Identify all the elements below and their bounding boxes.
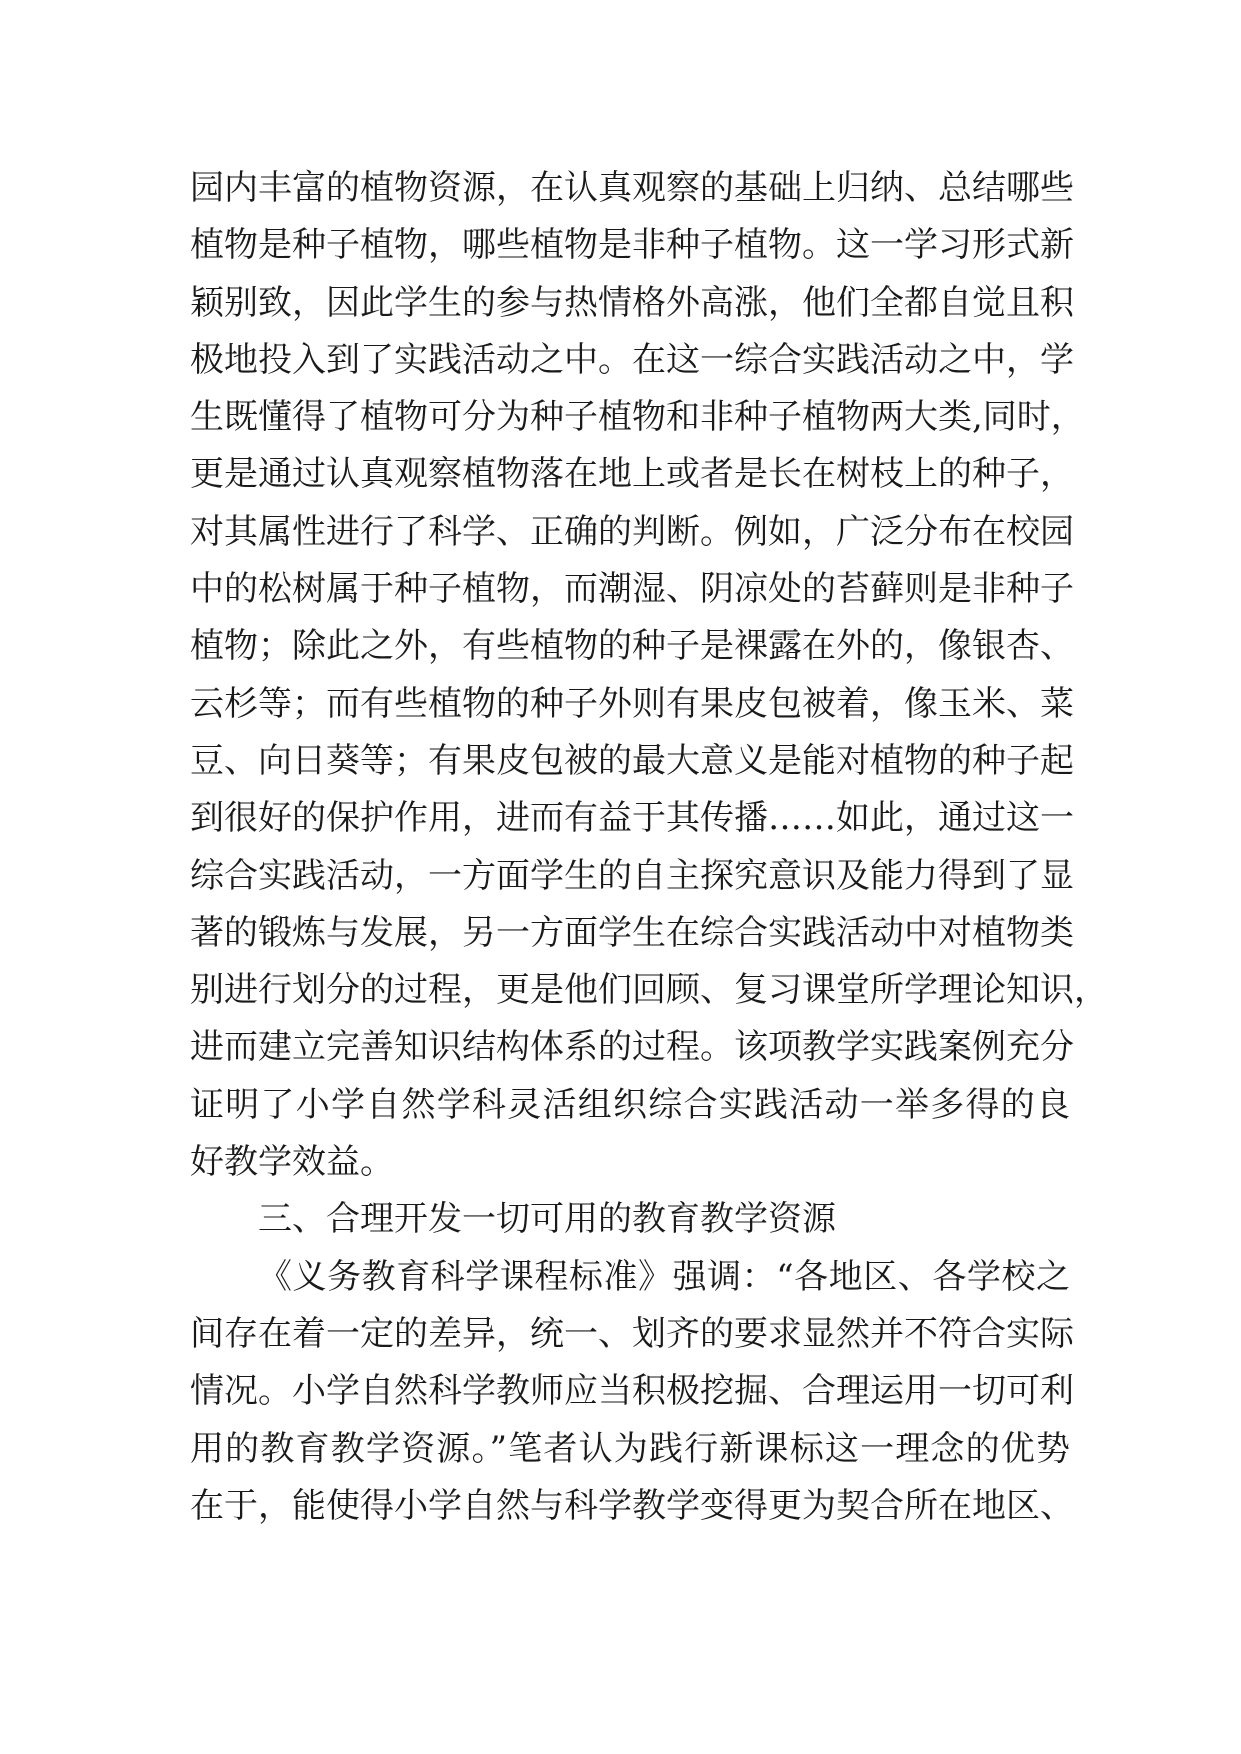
text-line: 园内丰富的植物资源，在认真观察的基础上归纳、总结哪些 <box>190 168 1074 208</box>
text-line: 综合实践活动，一方面学生的自主探究意识及能力得到了显 <box>190 855 1074 896</box>
text-line: 到很好的保护作用，进而有益于其传播……如此，通过这一 <box>190 798 1074 839</box>
text-line: 在于，能使得小学自然与科学教学变得更为契合所在地区、 <box>190 1485 1074 1526</box>
body-text <box>190 160 1108 1535</box>
text-line: 云杉等；而有些植物的种子外则有果皮包被着，像玉米、菜 <box>190 683 1074 724</box>
text-line: 植物是种子植物，哪些植物是非种子植物。这一学习形式新 <box>190 225 1074 266</box>
paragraph-end-line: 好教学效益。 <box>190 1142 394 1183</box>
text-line: 更是通过认真观察植物落在地上或者是长在树枝上的种子， <box>190 454 1074 495</box>
section-heading: 三、合理开发一切可用的教育教学资源 <box>258 1199 836 1240</box>
text-line: 著的锻炼与发展，另一方面学生在综合实践活动中对植物类 <box>190 912 1074 953</box>
text-line: 中的松树属于种子植物，而潮湿、阴凉处的苔藓则是非种子 <box>190 569 1074 610</box>
text-line: 别进行划分的过程，更是他们回顾、复习课堂所学理论知识， <box>190 970 1108 1011</box>
text-line: 对其属性进行了科学、正确的判断。例如，广泛分布在校园 <box>190 511 1074 552</box>
text-line: 证明了小学自然学科灵活组织综合实践活动一举多得的良 <box>190 1084 1070 1125</box>
text-line: 进而建立完善知识结构体系的过程。该项教学实践案例充分 <box>190 1027 1074 1068</box>
text-line: 颖别致，因此学生的参与热情格外高涨，他们全都自觉且积 <box>190 282 1074 323</box>
text-line: 间存在着一定的差异，统一、划齐的要求显然并不符合实际 <box>190 1313 1074 1354</box>
text-line: 豆、向日葵等；有果皮包被的最大意义是能对植物的种子起 <box>190 740 1074 781</box>
text-line: 极地投入到了实践活动之中。在这一综合实践活动之中，学 <box>190 339 1074 380</box>
text-line: 用的教育教学资源。”笔者认为践行新课标这一理念的优势 <box>190 1428 1070 1469</box>
text-line: 植物；除此之外，有些植物的种子是裸露在外的，像银杏、 <box>190 626 1074 667</box>
paragraph-start-line: 《义务教育科学课程标准》强调：“各地区、各学校之 <box>258 1256 1070 1297</box>
text-line: 情况。小学自然科学教师应当积极挖掘、合理运用一切可利 <box>190 1371 1074 1412</box>
text-line: 生既懂得了植物可分为种子植物和非种子植物两大类,同时， <box>190 397 1085 438</box>
